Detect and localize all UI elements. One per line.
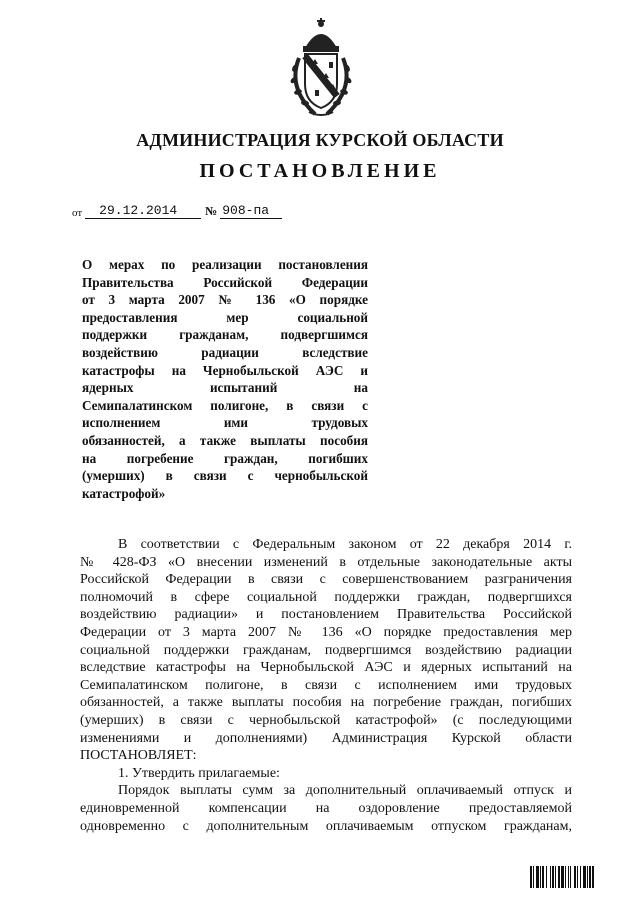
body-line: № 428-ФЗ «О внесении изменений в отдельные законодательные акты <box>80 554 572 570</box>
organization-name: АДМИНИСТРАЦИЯ КУРСКОЙ ОБЛАСТИ <box>136 130 504 150</box>
body-line: Федерации от 3 марта 2007 № 136 «О порядке предоставления мер <box>80 624 572 640</box>
body-line: изменениями и дополнениями) Администрация Курской области <box>80 730 572 746</box>
document-type: ПОСТАНОВЛЕНИЕ <box>199 160 441 182</box>
body-line: воздействию радиации» и постановлением Правительства Российской <box>80 607 572 623</box>
body-line: социальной поддержки гражданам, подвергшимся воздействию радиации <box>80 642 572 658</box>
date-number-line <box>72 204 282 219</box>
title-line: воздействию радиации вследствие <box>82 344 368 360</box>
title-line: исполнением ими трудовых <box>82 415 368 431</box>
title-line: катастрофой» <box>82 485 166 501</box>
document-date: 29.12.2014 <box>85 204 201 219</box>
body-line: ПОСТАНОВЛЯЕТ: <box>80 748 197 764</box>
title-line: поддержки гражданам, подвергшимся <box>82 327 368 343</box>
body-line: 1. Утвердить прилагаемые: <box>118 765 280 781</box>
body-line: В соответствии с Федеральным законом от 22 декабря 2014 г. <box>118 537 572 552</box>
title-line: на погребение граждан, погибших <box>82 450 368 466</box>
document-body <box>80 536 572 835</box>
title-line: обязанностей, а также выплаты пособия <box>82 432 368 448</box>
body-line: единовременной компенсации на оздоровление предоставляемой <box>80 800 572 816</box>
kursk-region-coat-of-arms-icon <box>285 18 357 118</box>
title-line: О мерах по реализации постановления <box>82 257 368 272</box>
body-line: полномочий в сфере социальной поддержки граждан, подвергшихся <box>80 589 572 605</box>
document-number: 908-па <box>220 204 282 219</box>
body-line: вследствие катастрофы на Чернобыльской АЭС и ядерных испытаний на <box>80 660 572 676</box>
title-line: ядерных испытаний на <box>82 380 368 396</box>
body-line: одновременно с дополнительным оплачиваемым отпуском гражданам, <box>80 818 572 834</box>
document-title <box>82 256 368 502</box>
title-line: Правительства Российской Федерации <box>82 274 368 290</box>
barcode-icon <box>530 866 618 888</box>
body-line: (умерших) в связи с чернобыльской катастрофой» (с последующими <box>80 712 572 728</box>
title-line: от 3 марта 2007 № 136 «О порядке <box>82 292 368 308</box>
date-from-label: от <box>72 207 83 219</box>
body-line: Порядок выплаты сумм за дополнительный оплачиваемый отпуск и <box>118 783 572 799</box>
title-line: (умерших) в связи с чернобыльской <box>82 468 368 484</box>
body-line: Семипалатинском полигоне, в связи с исполнением ими трудовых <box>80 677 572 693</box>
title-line: катастрофы на Чернобыльской АЭС и <box>82 362 368 378</box>
title-line: предоставления мер социальной <box>82 309 368 325</box>
number-label: № <box>205 204 218 218</box>
body-line: обязанностей, а также выплаты пособия на погребение граждан, погибших <box>80 695 572 711</box>
title-line: Семипалатинском полигоне, в связи с <box>82 397 368 413</box>
body-line: Российской Федерации в связи с совершенствованием разграничения <box>80 572 572 588</box>
